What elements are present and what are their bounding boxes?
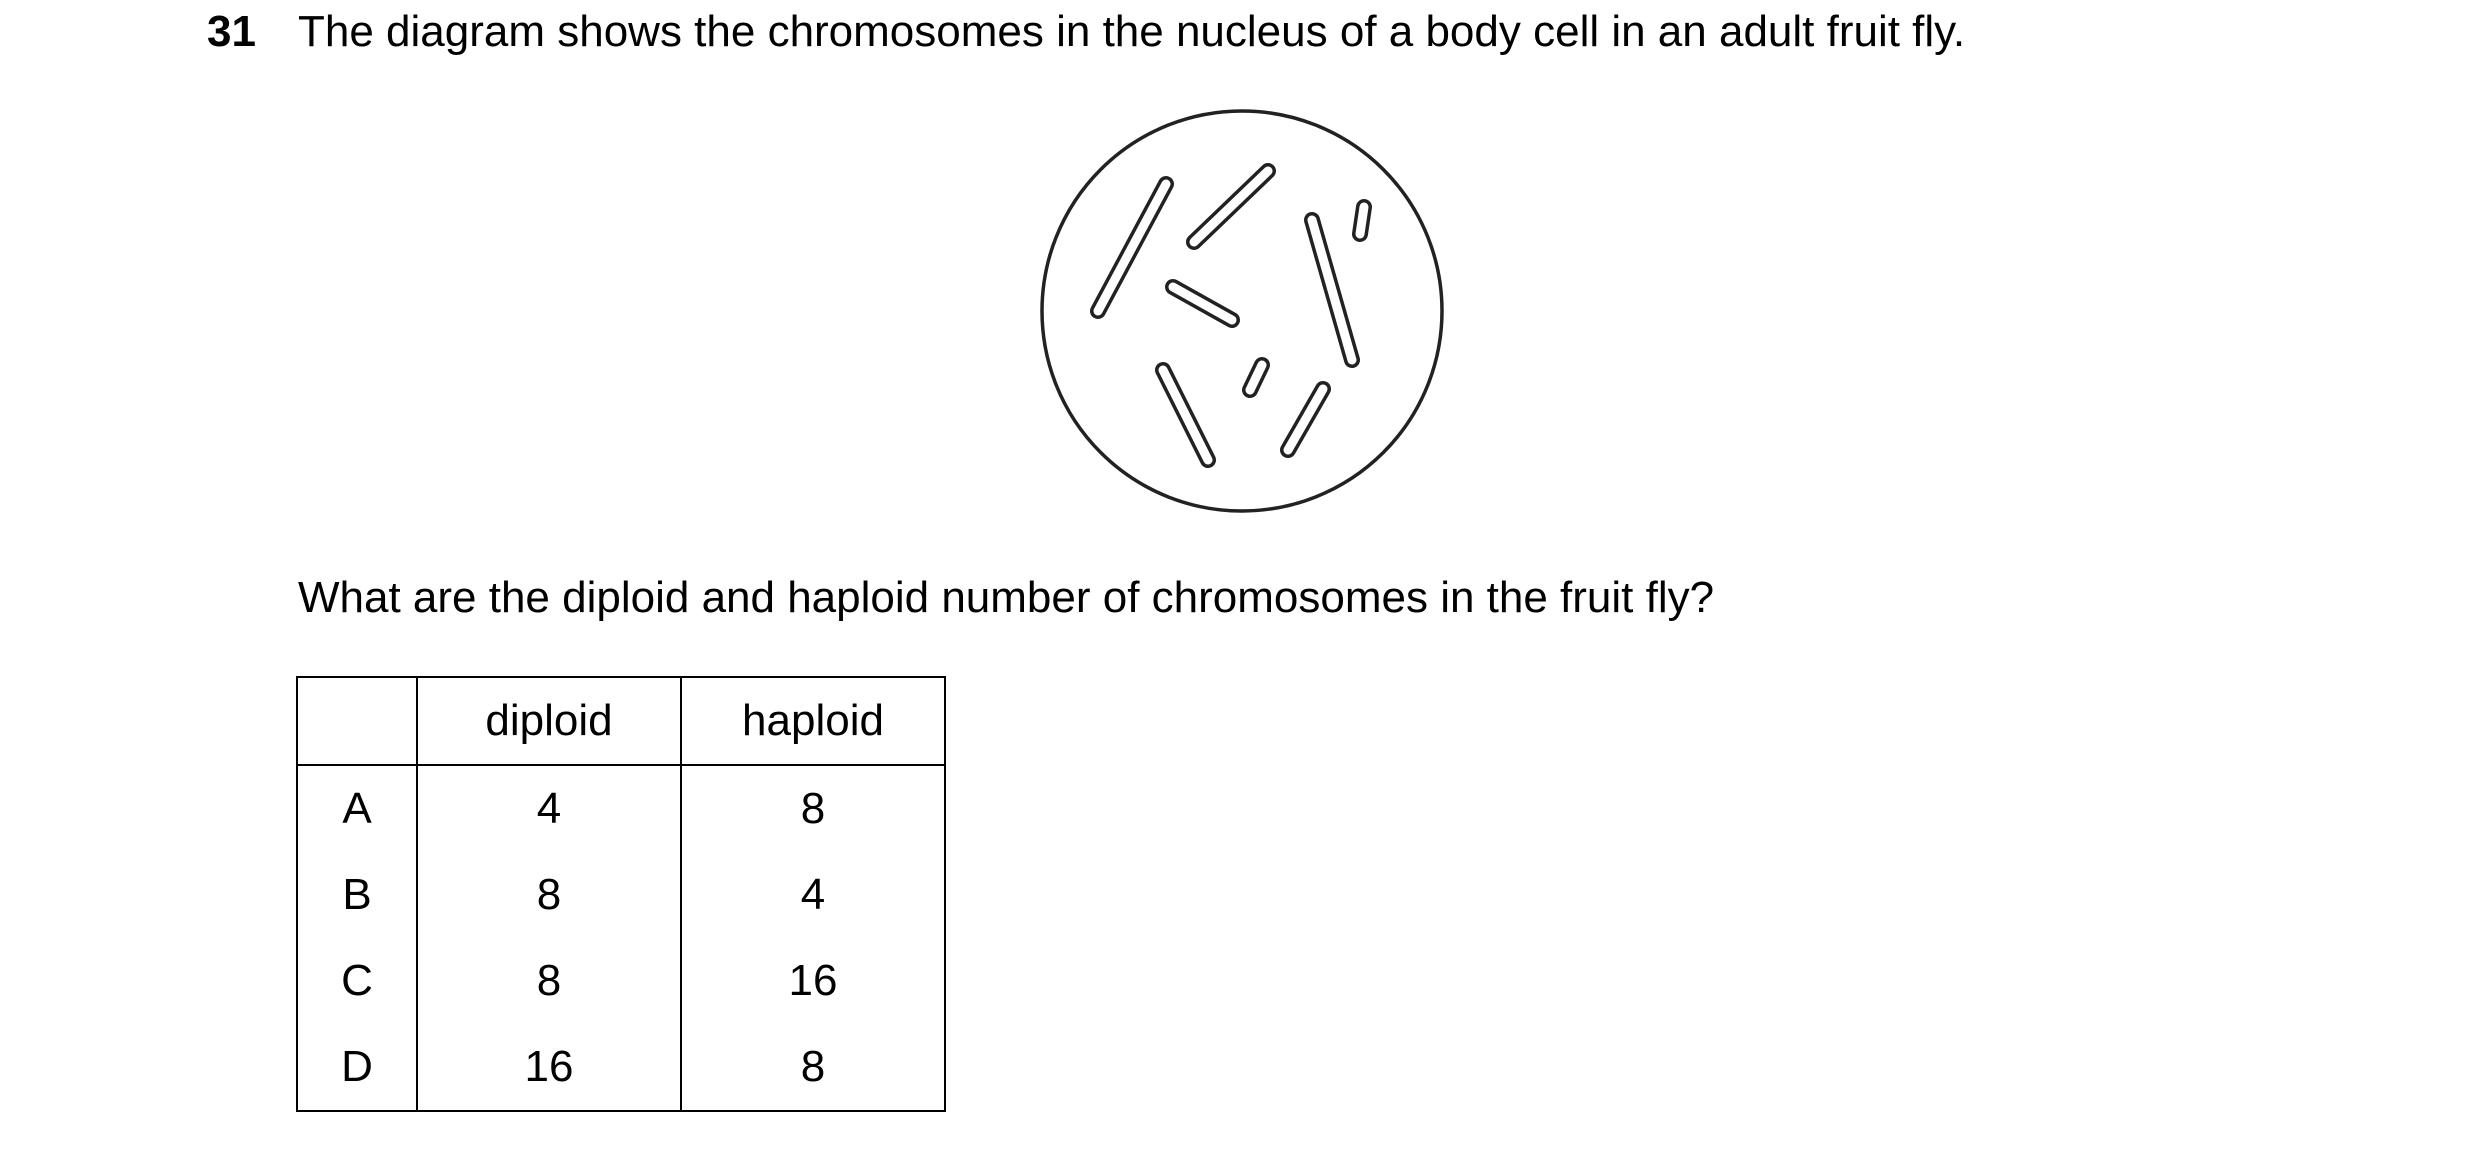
chromosome <box>1312 220 1352 360</box>
table-row <box>297 1024 945 1111</box>
haploid-value: 8 <box>681 765 945 852</box>
chromosome <box>1163 370 1208 460</box>
question-stem: The diagram shows the chromosomes in the nucleus of a body cell in an adult fruit fly. <box>298 7 1966 56</box>
header-diploid: diploid <box>417 677 681 765</box>
chromosome <box>1098 184 1166 311</box>
diploid-value: 4 <box>417 765 681 852</box>
table-row <box>297 852 945 938</box>
haploid-value: 8 <box>681 1024 945 1111</box>
table-row <box>297 938 945 1024</box>
chromosome <box>1288 389 1323 450</box>
haploid-value: 16 <box>681 938 945 1024</box>
header-blank <box>297 677 417 765</box>
diploid-value: 16 <box>417 1024 681 1111</box>
diploid-value: 8 <box>417 938 681 1024</box>
question-number: 31 <box>207 7 256 56</box>
table-header-row <box>297 677 945 765</box>
option-letter: A <box>297 765 417 852</box>
answer-table <box>296 676 946 1112</box>
chromosome <box>1360 207 1364 234</box>
chromosome <box>1173 287 1232 320</box>
table-row <box>297 765 945 852</box>
option-letter: D <box>297 1024 417 1111</box>
chromosome <box>1194 171 1268 242</box>
option-letter: C <box>297 938 417 1024</box>
header-haploid: haploid <box>681 677 945 765</box>
question-prompt: What are the diploid and haploid number of chromosomes in the fruit fly? <box>298 573 1715 622</box>
option-letter: B <box>297 852 417 938</box>
diploid-value: 8 <box>417 852 681 938</box>
nucleus-diagram <box>1038 106 1454 522</box>
haploid-value: 4 <box>681 852 945 938</box>
